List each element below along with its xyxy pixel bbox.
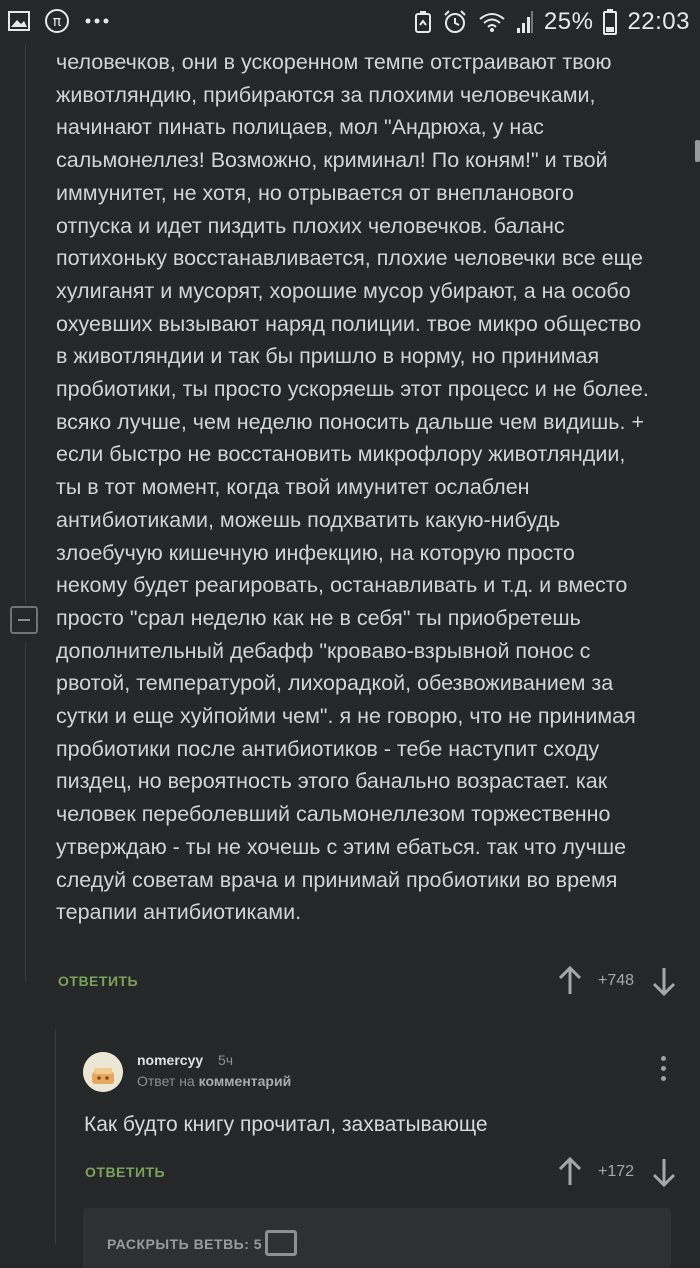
image-icon [8, 11, 30, 31]
child-comment-text: Как будто книгу прочитал, захватывающе [84, 1113, 488, 1136]
more-dots-icon [84, 17, 110, 25]
comment-line: хулиганят и мусорят, хорошие мусор убирают, а на особо [56, 278, 631, 303]
thread-line [25, 642, 26, 982]
comment-line: начинают пинать полицаев, мол "Андрюха, у нас [56, 115, 544, 140]
comment-line: ты в тот момент, когда твой имунитет ослаблен [56, 475, 530, 500]
comment-line: сальмонеллез! Возможно, криминал! По коням!" и твой [56, 148, 608, 173]
rating-count: +172 [598, 1163, 635, 1180]
comment-line: просто "срал неделю как не в себя" ты приобретешь [56, 605, 581, 630]
child-thread-line [55, 1030, 56, 1244]
comment-time: 5ч [218, 1052, 234, 1068]
comment-actions [0, 962, 700, 1002]
comment-line: человечков, они в ускоренном темпе отстраивают твою [56, 50, 612, 74]
comment-line: если быстро не восстановить микрофлору животляндии, [56, 442, 626, 467]
comment-line: рвотой, температурой, лихорадкой, обезвоживанием за [56, 671, 614, 696]
status-left-icons [8, 8, 110, 34]
comment-line: терапии антибиотиками. [56, 900, 302, 925]
comment-line: охуевших вызывают наряд полиции. твое микро общество [56, 311, 642, 336]
downvote-arrow-icon[interactable] [651, 966, 677, 996]
comment-line: пробиотики после антибиотиков - тебе наступит сходу [56, 736, 600, 761]
scrollbar[interactable] [695, 140, 700, 162]
pi-icon [44, 8, 70, 34]
reply-to-info [137, 1073, 291, 1089]
reply-button[interactable]: ОТВЕТИТЬ [85, 1164, 166, 1180]
avatar[interactable] [83, 1052, 123, 1092]
battery-percent: 25% [543, 8, 594, 35]
reply-to-link[interactable]: комментарий [198, 1073, 292, 1089]
reply-to-prefix: Ответ на [137, 1073, 195, 1089]
comments-icon [265, 1230, 297, 1256]
comment-line: всяко лучше, чем неделю поносить дальше чем видишь. + [56, 409, 644, 434]
signal-icon [516, 10, 534, 34]
rating-count: +748 [598, 972, 635, 989]
comment-line: пиздец, но вероятность этого банально возрастает. как [56, 769, 608, 794]
collapse-thread-button[interactable] [10, 606, 38, 634]
more-options-icon[interactable] [660, 1056, 668, 1084]
clock: 22:03 [627, 8, 690, 35]
thread-line [25, 44, 26, 604]
status-bar [0, 0, 700, 44]
comment-line: животляндию, прибираются за плохими человечками, [56, 82, 596, 107]
comment-line: пробиотики, ты просто ускоряешь этот процесс и не более. [56, 377, 649, 402]
expand-branch-label: РАСКРЫТЬ ВЕТВЬ: 5 [107, 1236, 263, 1252]
svg-text:π: π [52, 14, 62, 30]
avatar-image-icon [83, 1052, 123, 1092]
child-comment-actions [0, 1153, 700, 1193]
comment-line: потихоньку восстанавливается, плохие человечки все еще [56, 246, 643, 271]
recycle-icon [414, 10, 432, 34]
comment-line: злоебучую кишечную инфекцию, на которую просто [56, 540, 575, 565]
comment-line: отпуска и идет пиздить плохих человечков. баланс [56, 213, 565, 238]
comment-username[interactable]: nomercyy [137, 1052, 204, 1068]
comment-line: в животляндии и так бы пришло в норму, но принимая [56, 344, 600, 369]
comment-line: утверждаю - ты не хочешь с этим ебаться. так что лучше [56, 834, 627, 859]
alarm-icon [442, 9, 468, 35]
comment-line: человек переболевший сальмонеллезом торжественно [56, 802, 611, 827]
comment-line: некому будет реагировать, останавливать и т.д. и вместо [56, 573, 628, 598]
comment-line: антибиотиками, можешь подхватить какую-нибудь [56, 507, 561, 532]
reply-button[interactable]: ОТВЕТИТЬ [58, 973, 139, 989]
upvote-arrow-icon[interactable] [557, 1157, 583, 1187]
comment-line: иммунитет, не хотя, но отрывается от внепланового [56, 180, 574, 205]
battery-icon [603, 9, 617, 35]
comment-line: дополнительный дебафф "кроваво-взрывной понос с [56, 638, 591, 663]
status-right-icons [414, 8, 690, 36]
downvote-arrow-icon[interactable] [651, 1157, 677, 1187]
comment-line: сутки и еще хуйпойми чем". я не говорю, что не принимая [56, 704, 636, 729]
comment-line: следуй советам врача и принимай пробиотики во время [56, 867, 618, 892]
expand-branch-button[interactable] [83, 1208, 671, 1268]
upvote-arrow-icon[interactable] [557, 966, 583, 996]
comment-body [56, 46, 686, 929]
wifi-icon [478, 11, 506, 33]
